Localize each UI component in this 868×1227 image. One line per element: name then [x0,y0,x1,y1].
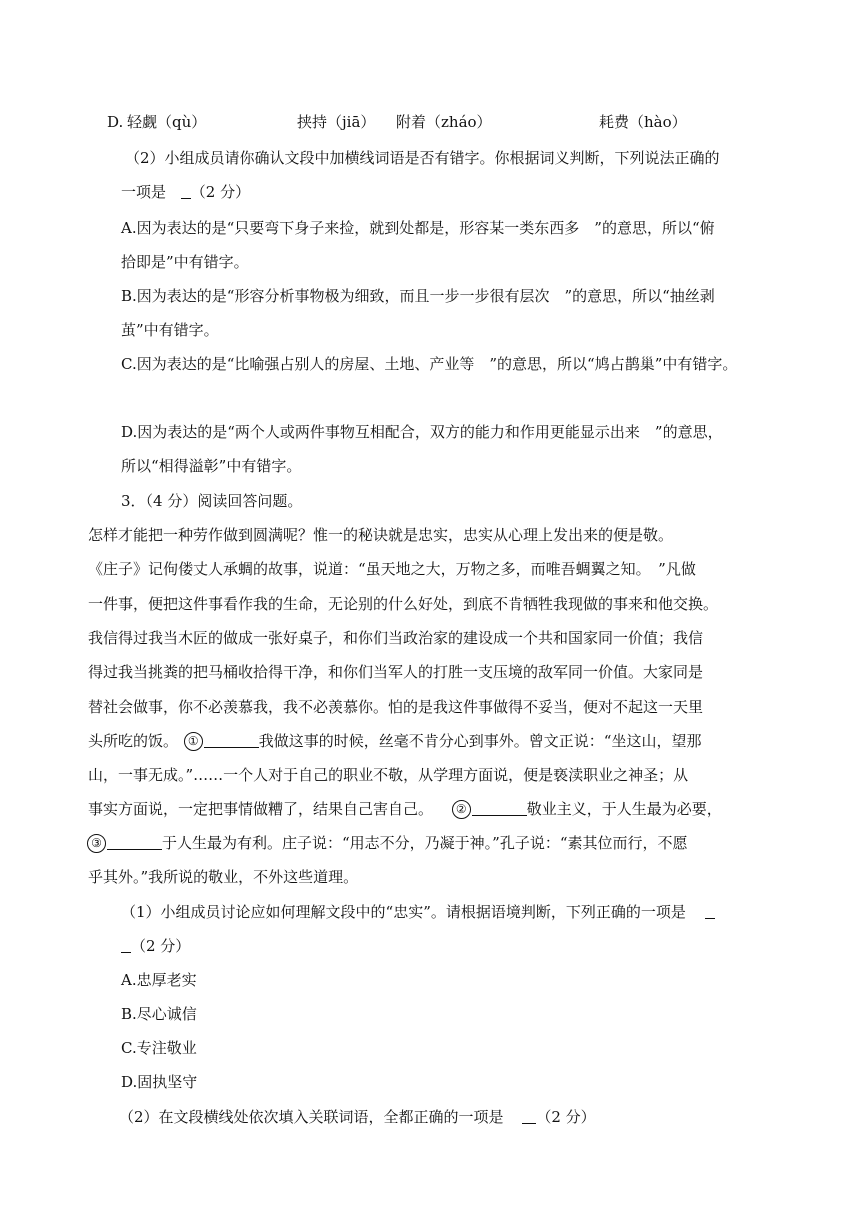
option-c-line1: C.因为表达的是“比喻强占别人的房屋、土地、产业等 ”的意思，所以“鸠占鹊巢”中有错字。 [121,355,738,373]
passage-text: 事实方面说，一定把事情做糟了，结果自己害自己。 [88,800,434,818]
passage-line-4: 我信得过我当木匠的做成一张好桌子，和你们当政治家的建设成一个共和国家同一价值；我信 [88,629,704,647]
q3-header: 3．（4 分）阅读回答问题。 [121,492,303,510]
answer-blank[interactable] [522,1108,536,1124]
q3-sub1-stem-line1 [121,902,715,922]
q2-sub2-stem-line1: （2）小组成员请你确认文段中加横线词语是否有错字。你根据词义判断，下列说法正确的 [125,149,720,167]
blank-marker-3: ③ [87,834,106,853]
answer-blank[interactable] [181,183,191,199]
option-d-label: D. [107,113,124,131]
option-b-line1: B.因为表达的是“形容分析事物极为细致，而且一步一步很有层次 ”的意思，所以“抽丝剥 [121,287,715,305]
answer-blank[interactable] [705,903,715,919]
q2-sub2-stem-line2 [121,182,250,202]
passage-line-7 [88,731,701,751]
passage-blank-1[interactable] [204,732,259,748]
blank-marker-2: ② [452,800,471,819]
option-a-line2: 拾即是”中有错字。 [121,253,249,271]
option-d-word-3: 附着（zháo） [396,113,492,131]
q3-sub1-option-b: B.尽心诚信 [121,1005,197,1023]
passage-text: 我做这事的时候，丝毫不肯分心到事外。曾文正说：“坐这山，望那 [258,732,702,750]
q2-sub2-score: （2 分） [190,183,251,201]
passage-line-11: 乎其外。”我所说的敬业，不外这些道理。 [88,868,359,886]
passage-line-8: 山，一事无成。”……一个人对于自己的职业不敬，从学理方面说，便是亵渎职业之神圣；从 [88,766,689,784]
passage-blank-3[interactable] [107,834,162,850]
passage-line-9 [88,799,722,819]
q3-sub1-option-d: D.固执坚守 [121,1073,198,1091]
passage-line-6: 替社会做事，你不必羡慕我，我不必羡慕你。怕的是我这件事做得不妥当，便对不起这一天里 [88,698,704,716]
q3-sub1-score: （2 分） [131,937,191,955]
option-d-word-1: 轻觑（qù） [127,113,207,131]
answer-blank[interactable] [121,937,131,953]
passage-text: 敬业主义，于人生最为必要， [526,800,722,818]
q3-sub1-option-a: A.忠厚老实 [121,971,197,989]
passage-line-3: 一件事，便把这件事看作我的生命，无论别的什么好处，到底不肯牺牲我现做的事来和他交换。 [88,595,719,613]
option-d-word-4: 耗费（hào） [599,113,687,131]
passage-text: 于人生最为有利。庄子说：“用志不分，乃凝于神。”孔子说：“素其位而行，不愿 [162,834,688,852]
q3-sub1-stem-line2 [121,936,190,956]
option-d-line1: D.因为表达的是“两个人或两件事物互相配合，双方的能力和作用更能显示出来 ”的意思， [121,423,723,441]
option-b-line2: 茧”中有错字。 [121,321,219,339]
q2-sub2-stem-text: 一项是 [121,183,167,201]
q3-sub1-option-c: C.专注敬业 [121,1039,197,1057]
passage-text: 头所吃的饭。 [88,732,179,750]
blank-marker-1: ① [184,732,203,751]
option-a-line1: A.因为表达的是“只要弯下身子来捡，就到处都是，形容某一类东西多 ”的意思，所以“俯 [121,219,715,237]
q3-sub2-score: （2 分） [536,1108,596,1126]
passage-line-2: 《庄子》记佝偻丈人承蜩的故事，说道：“虽天地之大，万物之多，而唯吾蜩翼之知。 ”凡做 [88,560,696,578]
option-d-word-2: 挟持（jiā） [297,113,376,131]
passage-line-5: 得过我当挑粪的把马桶收拾得干净，和你们当军人的打胜一支压境的敌军同一价值。大家同是 [88,663,704,681]
q3-sub1-text: （1）小组成员讨论应如何理解文段中的“忠实”。请根据语境判断，下列正确的一项是 [121,903,686,921]
q3-sub2-stem [119,1107,596,1127]
passage-blank-2[interactable] [472,800,527,816]
q3-sub2-text: （2）在文段横线处依次填入关联词语，全都正确的一项是 [119,1108,504,1126]
option-d-line2: 所以“相得溢彰”中有错字。 [121,457,302,475]
passage-line-1: 怎样才能把一种劳作做到圆满呢？惟一的秘诀就是忠实，忠实从心理上发出来的便是敬。 [88,526,674,544]
passage-line-10 [86,833,688,853]
